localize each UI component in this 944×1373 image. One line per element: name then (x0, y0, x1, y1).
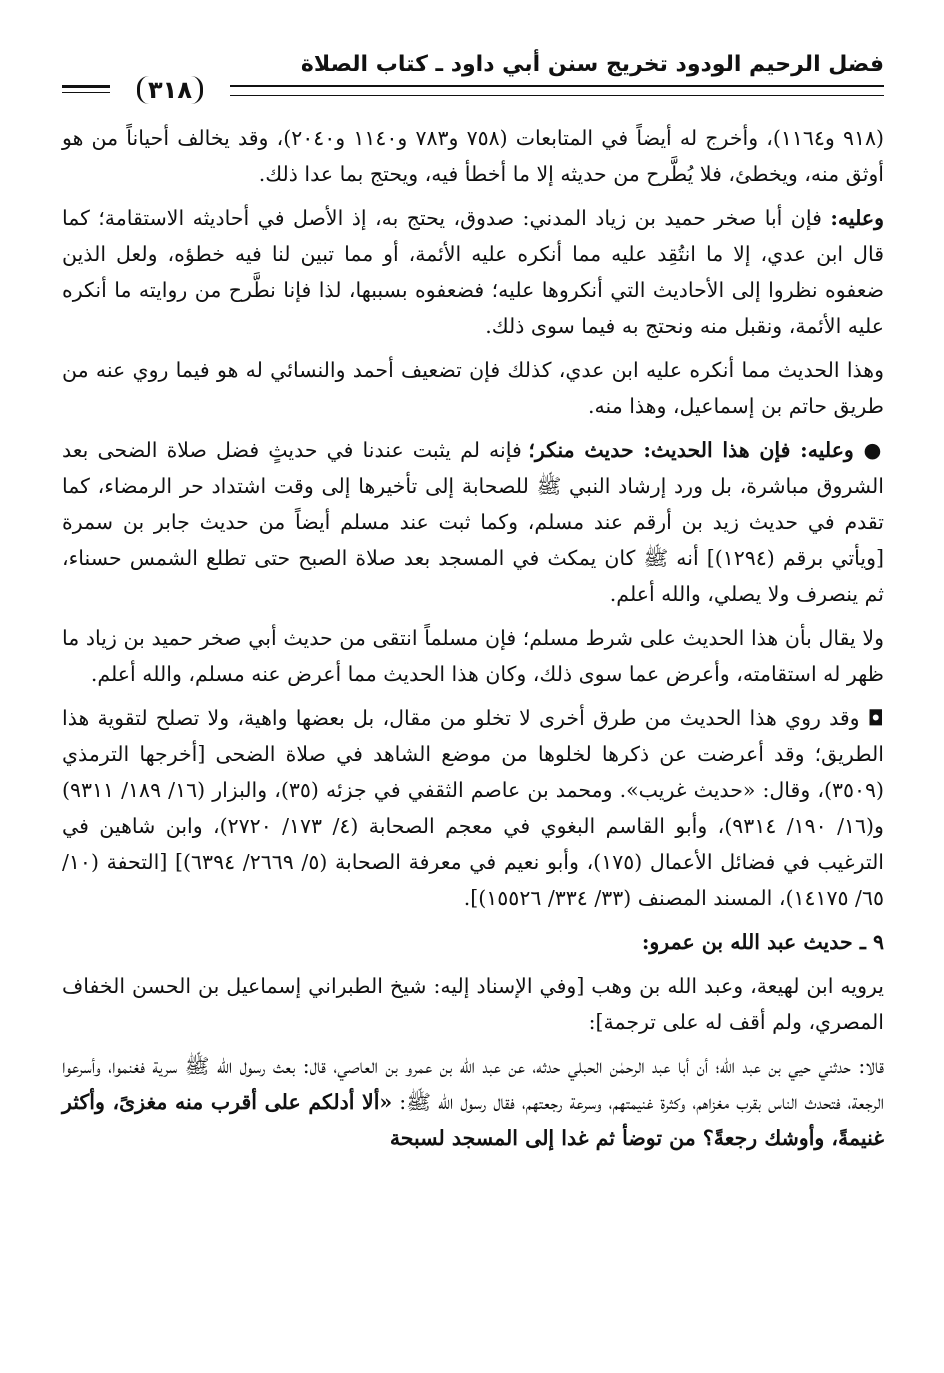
page-body (62, 120, 884, 1156)
section-heading: ٩ ـ حديث عبد الله بن عمرو: (641, 930, 884, 954)
paragraph: يرويه ابن لهيعة، وعبد الله بن وهب [وفي الإسناد إليه: شيخ الطبراني إسماعيل بن الحسن الخفاف المصري، ولم أقف له على ترجمة]: (62, 974, 884, 1034)
paragraph: وهذا الحديث مما أنكره عليه ابن عدي، كذلك فإن تضعيف أحمد والنسائي له هو فيما روي عنه من طريق حاتم بن إسماعيل، وهذا منه. (62, 358, 884, 418)
paragraph: ◘ وقد روي هذا الحديث من طرق أخرى لا تخلو من مقال، بل بعضها واهية، ولا تصلح لتقوية هذا الطريق؛ وقد أعرضت عن ذكرها لخلوها من موضع الشاهد في صلاة الضحى [أخرجها الترمذي (٣٥٠٩)، وقال: «حديث غريب». ومحمد بن عاصم الثقفي في جزئه (٣٥)، والبزار (١٦/ ١٨٩/ ٩٣١١) و(١٦/ ١٩٠/ ٩٣١٤)، وأبو القاسم البغوي في معجم الصحابة (٤/ ١٧٣/ ٢٧٢٠)، وابن شاهين في الترغيب في فضائل الأعمال (١٧٥)، وأبو نعيم في معرفة الصحابة (٥/ ٢٦٦٩/ ٦٣٩٤)] [التحفة (١٠/ ٦٥/ ١٤١٧٥)، المسند المصنف (٣٣/ ٣٣٤/ ١٥٥٢٦)]. (62, 706, 885, 910)
paragraph-text: فإنه لم يثبت عندنا في حديثٍ فضل صلاة الضحى بعد الشروق مباشرة، بل ورد إرشاد النبي ﷺ للصحابة إلى تأخيرها إلى وقت اشتداد حر الرمضاء، كما تقدم في حديث زيد بن أرقم عند مسلم، وكما ثبت عند مسلم أيضاً من حديث جابر بن سمرة [ويأتي برقم (١٢٩٤)] أنه ﷺ كان يمكث في المسجد بعد صلاة الصبح حتى تطلع الشمس حسناء، ثم ينصرف ولا يصلي، والله أعلم. (62, 438, 884, 606)
paragraph-text: قالا: حدثني حيي بن عبد الله؛ أن أبا عبد الرحمٰن الحبلي حدثه، عن عبد الله بن عمرو بن العاصي، قال: بعث رسول الله ﷺ سرية فغنموا، وأسرعوا الرجعة، فتحدث الناس بقرب مغزاهم، وكثرة غنيمتهم، وسرعة رجعتهم، فقال رسول الله ﷺ: (62, 1054, 884, 1114)
header-rule-thin (172, 95, 884, 96)
page-number-arrow (62, 86, 110, 88)
book-page (62, 40, 884, 1164)
paragraph-lead: وعليه: (830, 206, 884, 230)
running-title: فضل الرحيم الودود تخريج سنن أبي داود ـ كتاب الصلاة (300, 52, 884, 77)
paragraph (62, 1048, 884, 1156)
paragraph (62, 200, 884, 344)
page-header (62, 40, 884, 104)
paragraph-lead: ● وعليه: فإن هذا الحديث: حديث منكر؛ (528, 438, 884, 462)
paragraph (62, 432, 884, 612)
paragraph: ولا يقال بأن هذا الحديث على شرط مسلم؛ فإن مسلماً انتقى من حديث أبي صخر حميد بن زياد ما ظهر له استقامته، وأعرض عما سوى ذلك، وكان هذا الحديث مما أعرض عنه مسلم، والله أعلم. (62, 626, 884, 686)
hadith-quote: «ألا أدلكم على أقرب منه مغزىً، وأكثر غنيمةً، وأوشك رجعةً؟ من توضأ ثم غدا إلى المسجد لسبحة (62, 1090, 884, 1150)
page-number-arrow-thin (62, 92, 110, 93)
paragraph: (٩١٨ و١١٦٤)، وأخرج له أيضاً في المتابعات (٧٥٨ و٧٨٣ و١١٤٠ و٢٠٤٠)، وقد يخالف أحياناً من هو أوثق منه، ويخطئ، فلا يُطَّرح من حديثه إلا ما أخطأ فيه، ويحتج بما عدا ذلك. (62, 126, 885, 186)
page-number-frame (110, 73, 230, 107)
paragraph-text: فإن أبا صخر حميد بن زياد المدني: صدوق، يحتج به، إذ الأصل في أحاديثه الاستقامة؛ كما قال ابن عدي، إلا ما انتُقِد عليه مما أنكره عليه الأئمة، أو مما تبين لنا فيه خطؤه، ولعل الذين ضعفوه نظروا إلى الأحاديث التي أنكروها عليه؛ فضعفوه بسببها، لذا فإنا نطَّرح من روايته ما أنكره عليه الأئمة، ونقبل منه ونحتج به فيما سوى ذلك. (62, 206, 884, 338)
page-number: ٣١٨ (137, 76, 203, 104)
